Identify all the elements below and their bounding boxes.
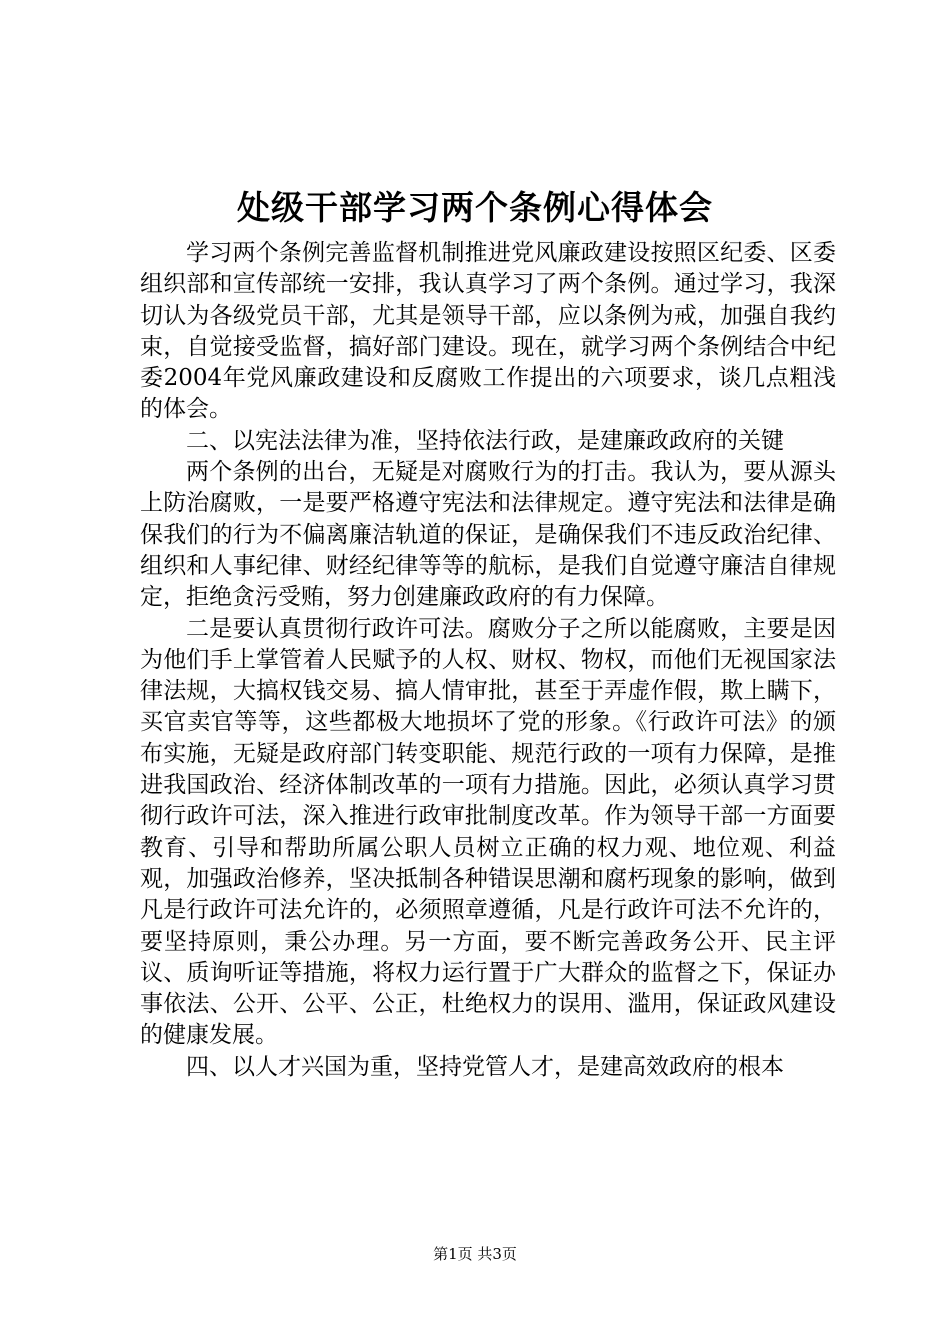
section-heading-4: 四、以人才兴国为重，坚持党管人才，是建高效政府的根本	[186, 1053, 784, 1080]
page-footer: 第1页 共3页	[433, 1245, 517, 1263]
paragraph-administrative-licensing: 二是要认真贯彻行政许可法。腐败分子之所以能腐败，主要是因为他们手上掌管着人民赋予的人权、财权、物权，而他们无视国家法律法规，大搞权钱交易、搞人情审批，甚至于弄虚作假，欺上瞒下，买官卖官等等，这些都极大地损坏了党的形象。《行政许可法》的颁布实施，无疑是政府部门转变职能、规范行政的一项有力保障，是推进我国政治、经济体制改革的一项有力措施。因此，必须认真学习贯彻行政许可法，深入推进行政审批制度改革。作为领导干部一方面要教育、引导和帮助所属公职人员树立正确的权力观、地位观、利益观，加强政治修养，坚决抵制各种错误思潮和腐朽现象的影响，做到凡是行政许可法允许的，必须照章遵循，凡是行政许可法不允许的，要坚持原则，秉公办理。另一方面，要不断完善政务公开、民主评议、质询听证等措施，将权力运行置于广大群众的监督之下，保证办事依法、公开、公平、公正，杜绝权力的误用、滥用，保证政风建设的健康发展。	[140, 615, 836, 1049]
document-body	[140, 238, 836, 1083]
section-heading-2: 二、以宪法法律为准，坚持依法行政，是建廉政政府的关键	[186, 427, 784, 454]
paragraph-intro: 学习两个条例完善监督机制推进党风廉政建设按照区纪委、区委组织部和宣传部统一安排，我认真学习了两个条例。通过学习，我深切认为各级党员干部，尤其是领导干部，应以条例为戒，加强自我约束，自觉接受监督，搞好部门建设。现在，就学习两个条例结合中纪委2004年党风廉政建设和反腐败工作提出的六项要求，谈几点粗浅的体会。	[140, 240, 836, 423]
paragraph-constitution: 两个条例的出台，无疑是对腐败行为的打击。我认为，要从源头上防治腐败，一是要严格遵守宪法和法律规定。遵守宪法和法律是确保我们的行为不偏离廉洁轨道的保证，是确保我们不违反政治纪律、组织和人事纪律、财经纪律等等的航标，是我们自觉遵守廉洁自律规定，拒绝贪污受贿，努力创建廉政政府的有力保障。	[140, 459, 836, 611]
document-title: 处级干部学习两个条例心得体会	[237, 188, 713, 227]
